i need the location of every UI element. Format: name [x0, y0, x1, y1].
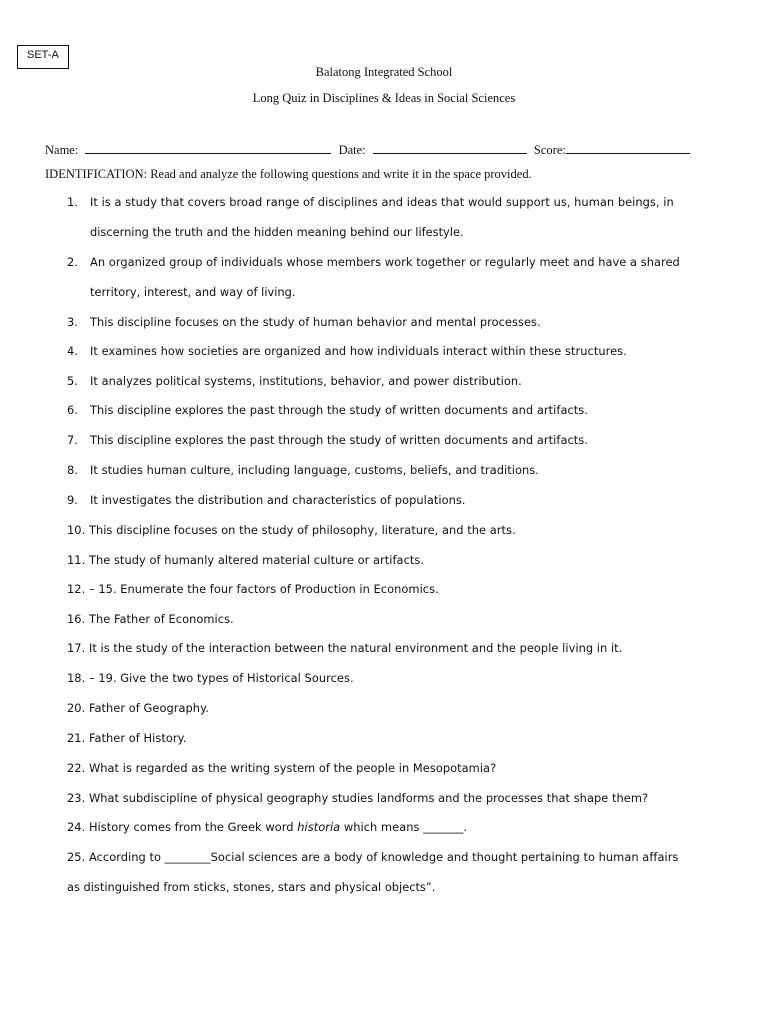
question-21: 21. Father of History. — [67, 731, 187, 745]
question-25-continued: as distinguished from sticks, stones, stars and physical objects”. — [67, 880, 436, 894]
question-2-continued: territory, interest, and way of living. — [90, 285, 296, 299]
question-22: 22. What is regarded as the writing system of the people in Mesopotamia? — [67, 761, 497, 775]
question-1-continued: discerning the truth and the hidden meaning behind our lifestyle. — [90, 225, 464, 239]
question-2: 2. An organized group of individuals whose members work together or regularly meet and have a shared — [67, 255, 680, 269]
question-12-15: 12. – 15. Enumerate the four factors of Production in Economics. — [67, 582, 439, 596]
question-25: 25. According to ________Social sciences are a body of knowledge and thought pertaining to human affairs — [67, 850, 679, 864]
instructions-text: : Read and analyze the following questions and write it in the space provided. — [143, 167, 532, 181]
name-label: Name: — [45, 143, 79, 157]
question-4: 4. It examines how societies are organized and how individuals interact within these structures. — [67, 344, 627, 358]
instructions — [45, 167, 532, 182]
question-1: 1. It is a study that covers broad range of disciplines and ideas that would support us, human beings, in — [67, 195, 674, 209]
question-20: 20. Father of Geography. — [67, 701, 209, 715]
date-label: Date: — [338, 143, 366, 157]
question-8: 8. It studies human culture, including language, customs, beliefs, and traditions. — [67, 463, 539, 477]
instructions-heading: IDENTIFICATION — [45, 167, 144, 181]
question-23: 23. What subdiscipline of physical geography studies landforms and the processes that shape them? — [67, 791, 649, 805]
set-label: SET-A — [27, 49, 59, 61]
date-blank[interactable] — [373, 142, 527, 154]
question-18-19: 18. – 19. Give the two types of Historical Sources. — [67, 671, 354, 685]
question-24: 24. History comes from the Greek word historia which means _______. — [67, 820, 468, 834]
question-9: 9. It investigates the distribution and characteristics of populations. — [67, 493, 466, 507]
question-3: 3. This discipline focuses on the study of human behavior and mental processes. — [67, 315, 541, 329]
question-10: 10. This discipline focuses on the study of philosophy, literature, and the arts. — [67, 523, 516, 537]
name-blank[interactable] — [85, 142, 331, 154]
question-7: 7. This discipline explores the past through the study of written documents and artifacts. — [67, 433, 588, 447]
quiz-title: Long Quiz in Disciplines & Ideas in Social Sciences — [252, 91, 516, 105]
question-11: 11. The study of humanly altered material culture or artifacts. — [67, 553, 425, 567]
student-info-row — [45, 142, 690, 158]
school-name: Balatong Integrated School — [315, 65, 453, 79]
score-label: Score: — [533, 143, 566, 157]
question-6: 6. This discipline explores the past through the study of written documents and artifacts. — [67, 403, 588, 417]
question-16: 16. The Father of Economics. — [67, 612, 234, 626]
score-blank[interactable] — [566, 142, 690, 154]
question-17: 17. It is the study of the interaction between the natural environment and the people living in it. — [67, 641, 623, 655]
question-5: 5. It analyzes political systems, institutions, behavior, and power distribution. — [67, 374, 522, 388]
historia-word: historia — [297, 820, 341, 834]
